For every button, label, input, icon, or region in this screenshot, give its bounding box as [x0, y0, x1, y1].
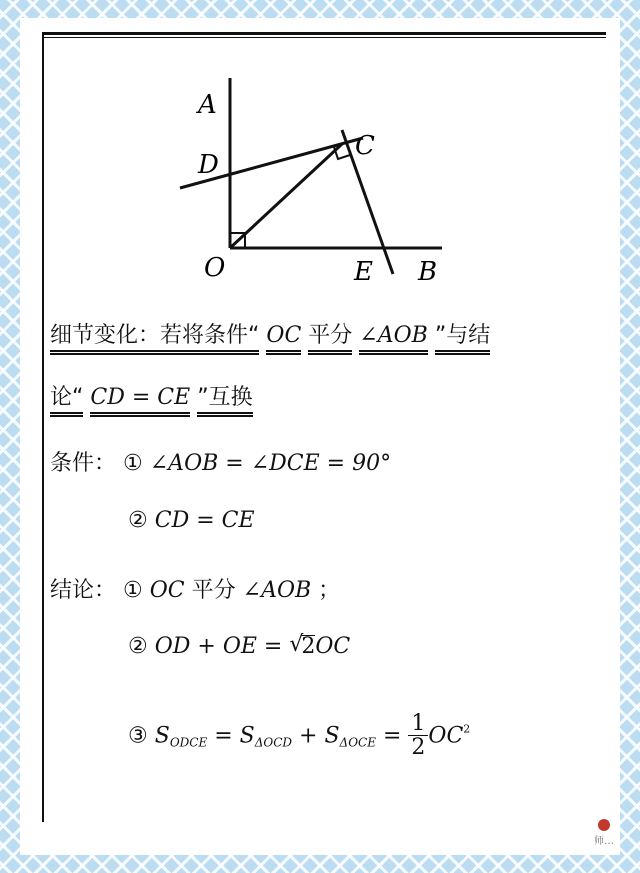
conclusions-num-3: ③ [128, 723, 148, 749]
plus-sign: + [292, 723, 325, 749]
document-page [20, 18, 620, 855]
area-sub-3: ΔOCE [339, 735, 376, 750]
conclusions-num-1: ① [123, 578, 143, 603]
variation-line-1 [50, 318, 490, 349]
conclusions-num-2: ② [128, 634, 148, 659]
watermark: 师… [594, 836, 614, 847]
area-sub-1: ODCE [169, 735, 208, 750]
variation-close-1: ”与结 [435, 323, 490, 355]
label-b: B [418, 257, 438, 287]
sqrt-symbol [289, 634, 315, 659]
conditions-label: 条件： [50, 451, 117, 476]
conditions-num-2: ② [128, 508, 148, 533]
conclusions-item-3 [128, 713, 470, 760]
conditions-item-1 [50, 446, 391, 477]
area-tail: OC [428, 723, 464, 749]
conditions-item-2 [128, 508, 255, 533]
variation-line-2 [50, 380, 253, 411]
conclusions-sum: OD + OE = [154, 634, 283, 659]
seal-icon [598, 819, 610, 831]
geometry-figure [20, 18, 620, 298]
conclusions-oc: OC [149, 578, 185, 603]
conclusions-item-1 [50, 573, 340, 604]
area-s-3: S [324, 723, 340, 749]
equals-1: = [207, 723, 240, 749]
label-e: E [354, 257, 373, 287]
variation-close-2: ”互换 [197, 385, 252, 417]
condition-bisect: 平分 [308, 323, 352, 355]
condition-angle: ∠AOB [359, 323, 428, 355]
equals-2: = [375, 723, 409, 749]
area-sub-2: ΔOCD [254, 735, 293, 750]
variation-line2-start: 论“ [50, 385, 83, 417]
conclusions-end: ； [318, 578, 341, 603]
conditions-num-1: ① [123, 451, 143, 476]
conclusions-angle: ∠AOB [242, 578, 312, 603]
area-s-2: S [239, 723, 255, 749]
label-d: D [198, 150, 219, 180]
conditions-expr-1: ∠AOB = ∠DCE = 90° [149, 451, 392, 476]
fraction-half [408, 713, 428, 760]
conclusions-label: 结论： [50, 578, 117, 603]
fraction-denominator: 2 [411, 735, 426, 760]
sqrt-radicand: 2 [301, 634, 316, 659]
conditions-expr-2: CD = CE [154, 508, 255, 533]
area-s-1: S [154, 723, 170, 749]
condition-oc: OC [266, 323, 301, 355]
conclusion-cd-ce: CD = CE [90, 385, 190, 417]
conclusions-item-2 [128, 634, 350, 659]
conclusions-oc-2: OC [315, 634, 351, 659]
variation-intro: 细节变化：若将条件“ [50, 323, 259, 355]
label-a: A [198, 90, 217, 120]
label-o: O [204, 253, 226, 283]
conclusions-bisect: 平分 [191, 578, 236, 603]
fraction-numerator: 1 [408, 713, 428, 736]
label-c: C [355, 131, 375, 161]
area-tail-exponent: 2 [463, 722, 471, 736]
